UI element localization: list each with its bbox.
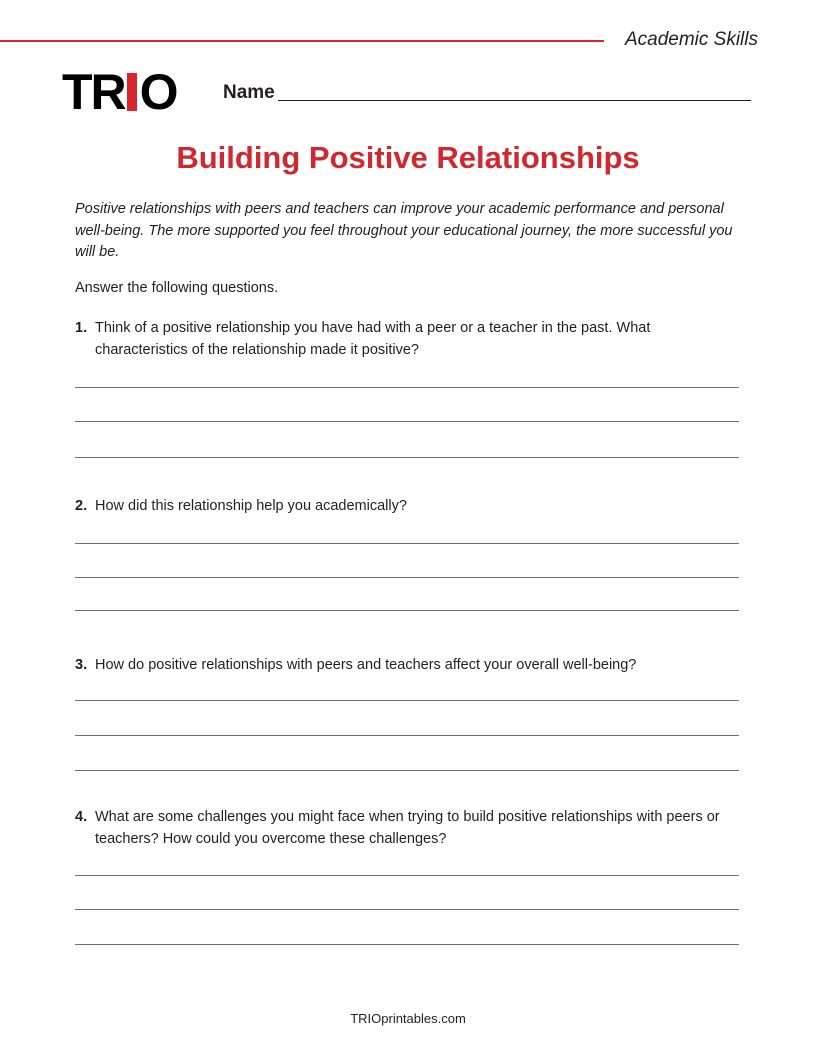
answer-line-2c[interactable] <box>75 610 739 611</box>
answer-line-3b[interactable] <box>75 735 739 736</box>
answer-line-2a[interactable] <box>75 543 739 544</box>
question-number: 2. <box>75 498 88 514</box>
question-number: 4. <box>75 809 88 825</box>
question-text: How do positive relationships with peers and teachers affect your overall well-being? <box>95 657 637 673</box>
header-rule <box>0 40 604 42</box>
answer-line-1a[interactable] <box>75 387 739 388</box>
question-number: 3. <box>75 657 88 673</box>
question-text: What are some challenges you might face when trying to build positive relationships with peers or teachers? How could you overcome these challenges? <box>95 809 720 847</box>
logo-letter-t: T <box>62 64 91 120</box>
footer-website: TRIOprintables.com <box>350 1011 466 1026</box>
question-text: How did this relationship help you academically? <box>95 498 407 514</box>
answer-line-4b[interactable] <box>75 909 739 910</box>
question-2 <box>75 496 743 518</box>
answer-line-2b[interactable] <box>75 577 739 578</box>
answer-line-1b[interactable] <box>75 421 739 422</box>
question-text: Think of a positive relationship you have had with a peer or a teacher in the past. What characteristics of the relationship made it positive? <box>95 320 651 358</box>
page-title: Building Positive Relationships <box>176 140 640 175</box>
logo-letter-o: O <box>139 64 177 120</box>
logo-letter-r: R <box>90 64 125 120</box>
question-4 <box>75 807 743 850</box>
category-label: Academic Skills <box>624 29 758 50</box>
name-label: Name <box>223 82 275 103</box>
question-3 <box>75 655 743 677</box>
intro-paragraph: Positive relationships with peers and teachers can improve your academic performance and personal well-being. The more supported you feel throughout your educational journey, the more successful you will be. <box>75 201 733 260</box>
answer-line-4c[interactable] <box>75 944 739 945</box>
trio-logo <box>62 64 177 120</box>
logo-red-bar <box>127 73 137 111</box>
answer-line-4a[interactable] <box>75 875 739 876</box>
name-field-line[interactable] <box>278 100 751 101</box>
answer-line-1c[interactable] <box>75 457 739 458</box>
question-number: 1. <box>75 320 88 336</box>
question-1 <box>75 318 743 361</box>
answer-line-3a[interactable] <box>75 700 739 701</box>
instruction-text: Answer the following questions. <box>75 280 279 296</box>
answer-line-3c[interactable] <box>75 770 739 771</box>
